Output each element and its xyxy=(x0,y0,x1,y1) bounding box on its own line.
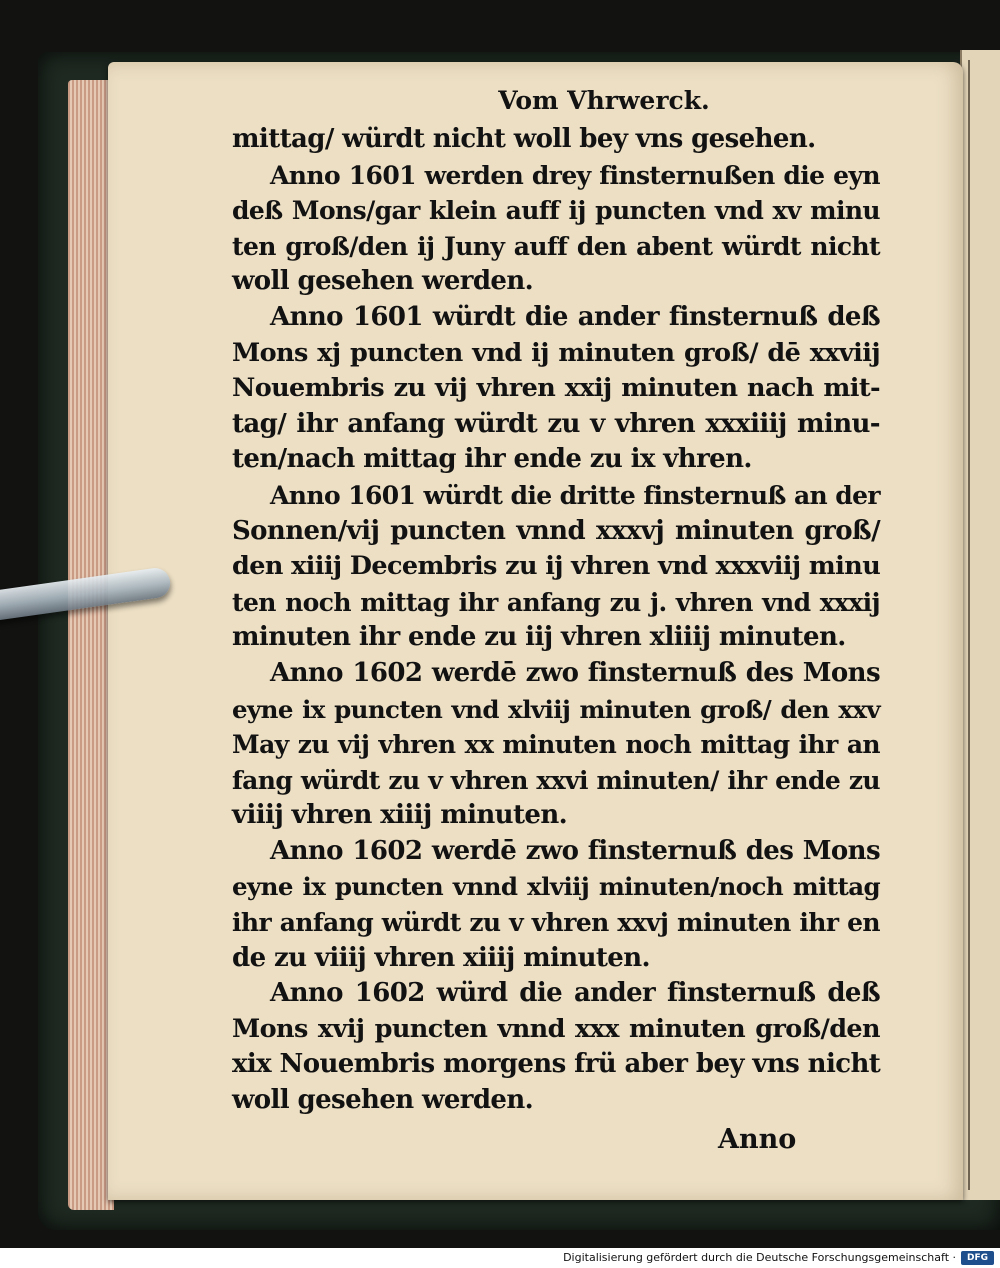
text-line: woll gesehen werden. xyxy=(232,266,534,297)
text-line: May zu vij vhren xx minuten noch mittag ihr an xyxy=(232,730,880,760)
text-line: Anno 1602 werdē zwo finsternuß des Mons xyxy=(270,835,880,866)
text-line: Nouembris zu vij vhren xxij minuten nach mit- xyxy=(232,373,880,404)
text-line: Anno 1602 werdē zwo finsternuß des Mons xyxy=(270,657,880,688)
text-line: minuten ihr ende zu iij vhren xliiij minuten. xyxy=(232,622,846,653)
text-line: Mons xj puncten vnd ij minuten groß/ dē xxviij xyxy=(232,337,880,368)
text-line: de zu viiij vhren xiiij minuten. xyxy=(232,942,650,973)
text-line: Anno 1601 würdt die ander finsternuß deß xyxy=(270,301,880,332)
text-line: tag/ ihr anfang würdt zu v vhren xxxiiij minu- xyxy=(232,408,880,439)
text-line: deß Mons/gar klein auff ij puncten vnd xv minu xyxy=(232,196,880,226)
text-line: eyne ix puncten vnd xlviij minuten groß/ den xxv xyxy=(232,694,880,724)
page-text-block xyxy=(232,88,880,1119)
text-line: Anno 1601 würdt die dritte finsternuß an der xyxy=(270,480,880,510)
text-line: Anno 1602 würd die ander finsternuß deß xyxy=(270,978,880,1009)
gutter-line xyxy=(968,60,970,1190)
text-line: den xiiij Decembris zu ij vhren vnd xxxviij minu xyxy=(232,551,881,582)
text-line: Mons xvij puncten vnnd xxx minuten groß/den xyxy=(232,1013,880,1044)
text-line: woll gesehen werden. xyxy=(232,1085,534,1116)
footer-credit: Digitalisierung gefördert durch die Deutsche Forschungsgemeinschaft · xyxy=(563,1251,956,1264)
text-lines xyxy=(232,122,880,1119)
text-line: xix Nouembris morgens frü aber bey vns nicht xyxy=(232,1049,881,1080)
text-line: ten groß/den ij Juny auff den abent würdt nicht xyxy=(232,231,880,261)
text-line: ten noch mittag ihr anfang zu j. vhren vnd xxxij xyxy=(232,587,880,617)
facing-page xyxy=(960,50,1000,1200)
text-line: ihr anfang würdt zu v vhren xxvj minuten ihr en xyxy=(232,908,880,938)
text-line: fang würdt zu v vhren xxvi minuten/ ihr ende zu xyxy=(232,765,880,795)
text-line: ten/nach mittag ihr ende zu ix vhren. xyxy=(232,444,752,475)
text-line: viiij vhren xiiij minuten. xyxy=(232,800,568,831)
running-head: Vom Vhrwerck. xyxy=(498,86,710,115)
text-line: Anno 1601 werden drey finsternußen die eyn xyxy=(270,160,880,190)
text-line: eyne ix puncten vnnd xlviij minuten/noch mittag xyxy=(232,872,880,902)
catchword: Anno xyxy=(718,1124,797,1155)
text-line: Sonnen/vij puncten vnnd xxxvj minuten groß/ xyxy=(232,515,880,546)
footer-bar xyxy=(0,1248,1000,1268)
text-line: mittag/ würdt nicht woll bey vns gesehen. xyxy=(232,124,816,154)
dfg-logo: DFG xyxy=(961,1251,994,1265)
